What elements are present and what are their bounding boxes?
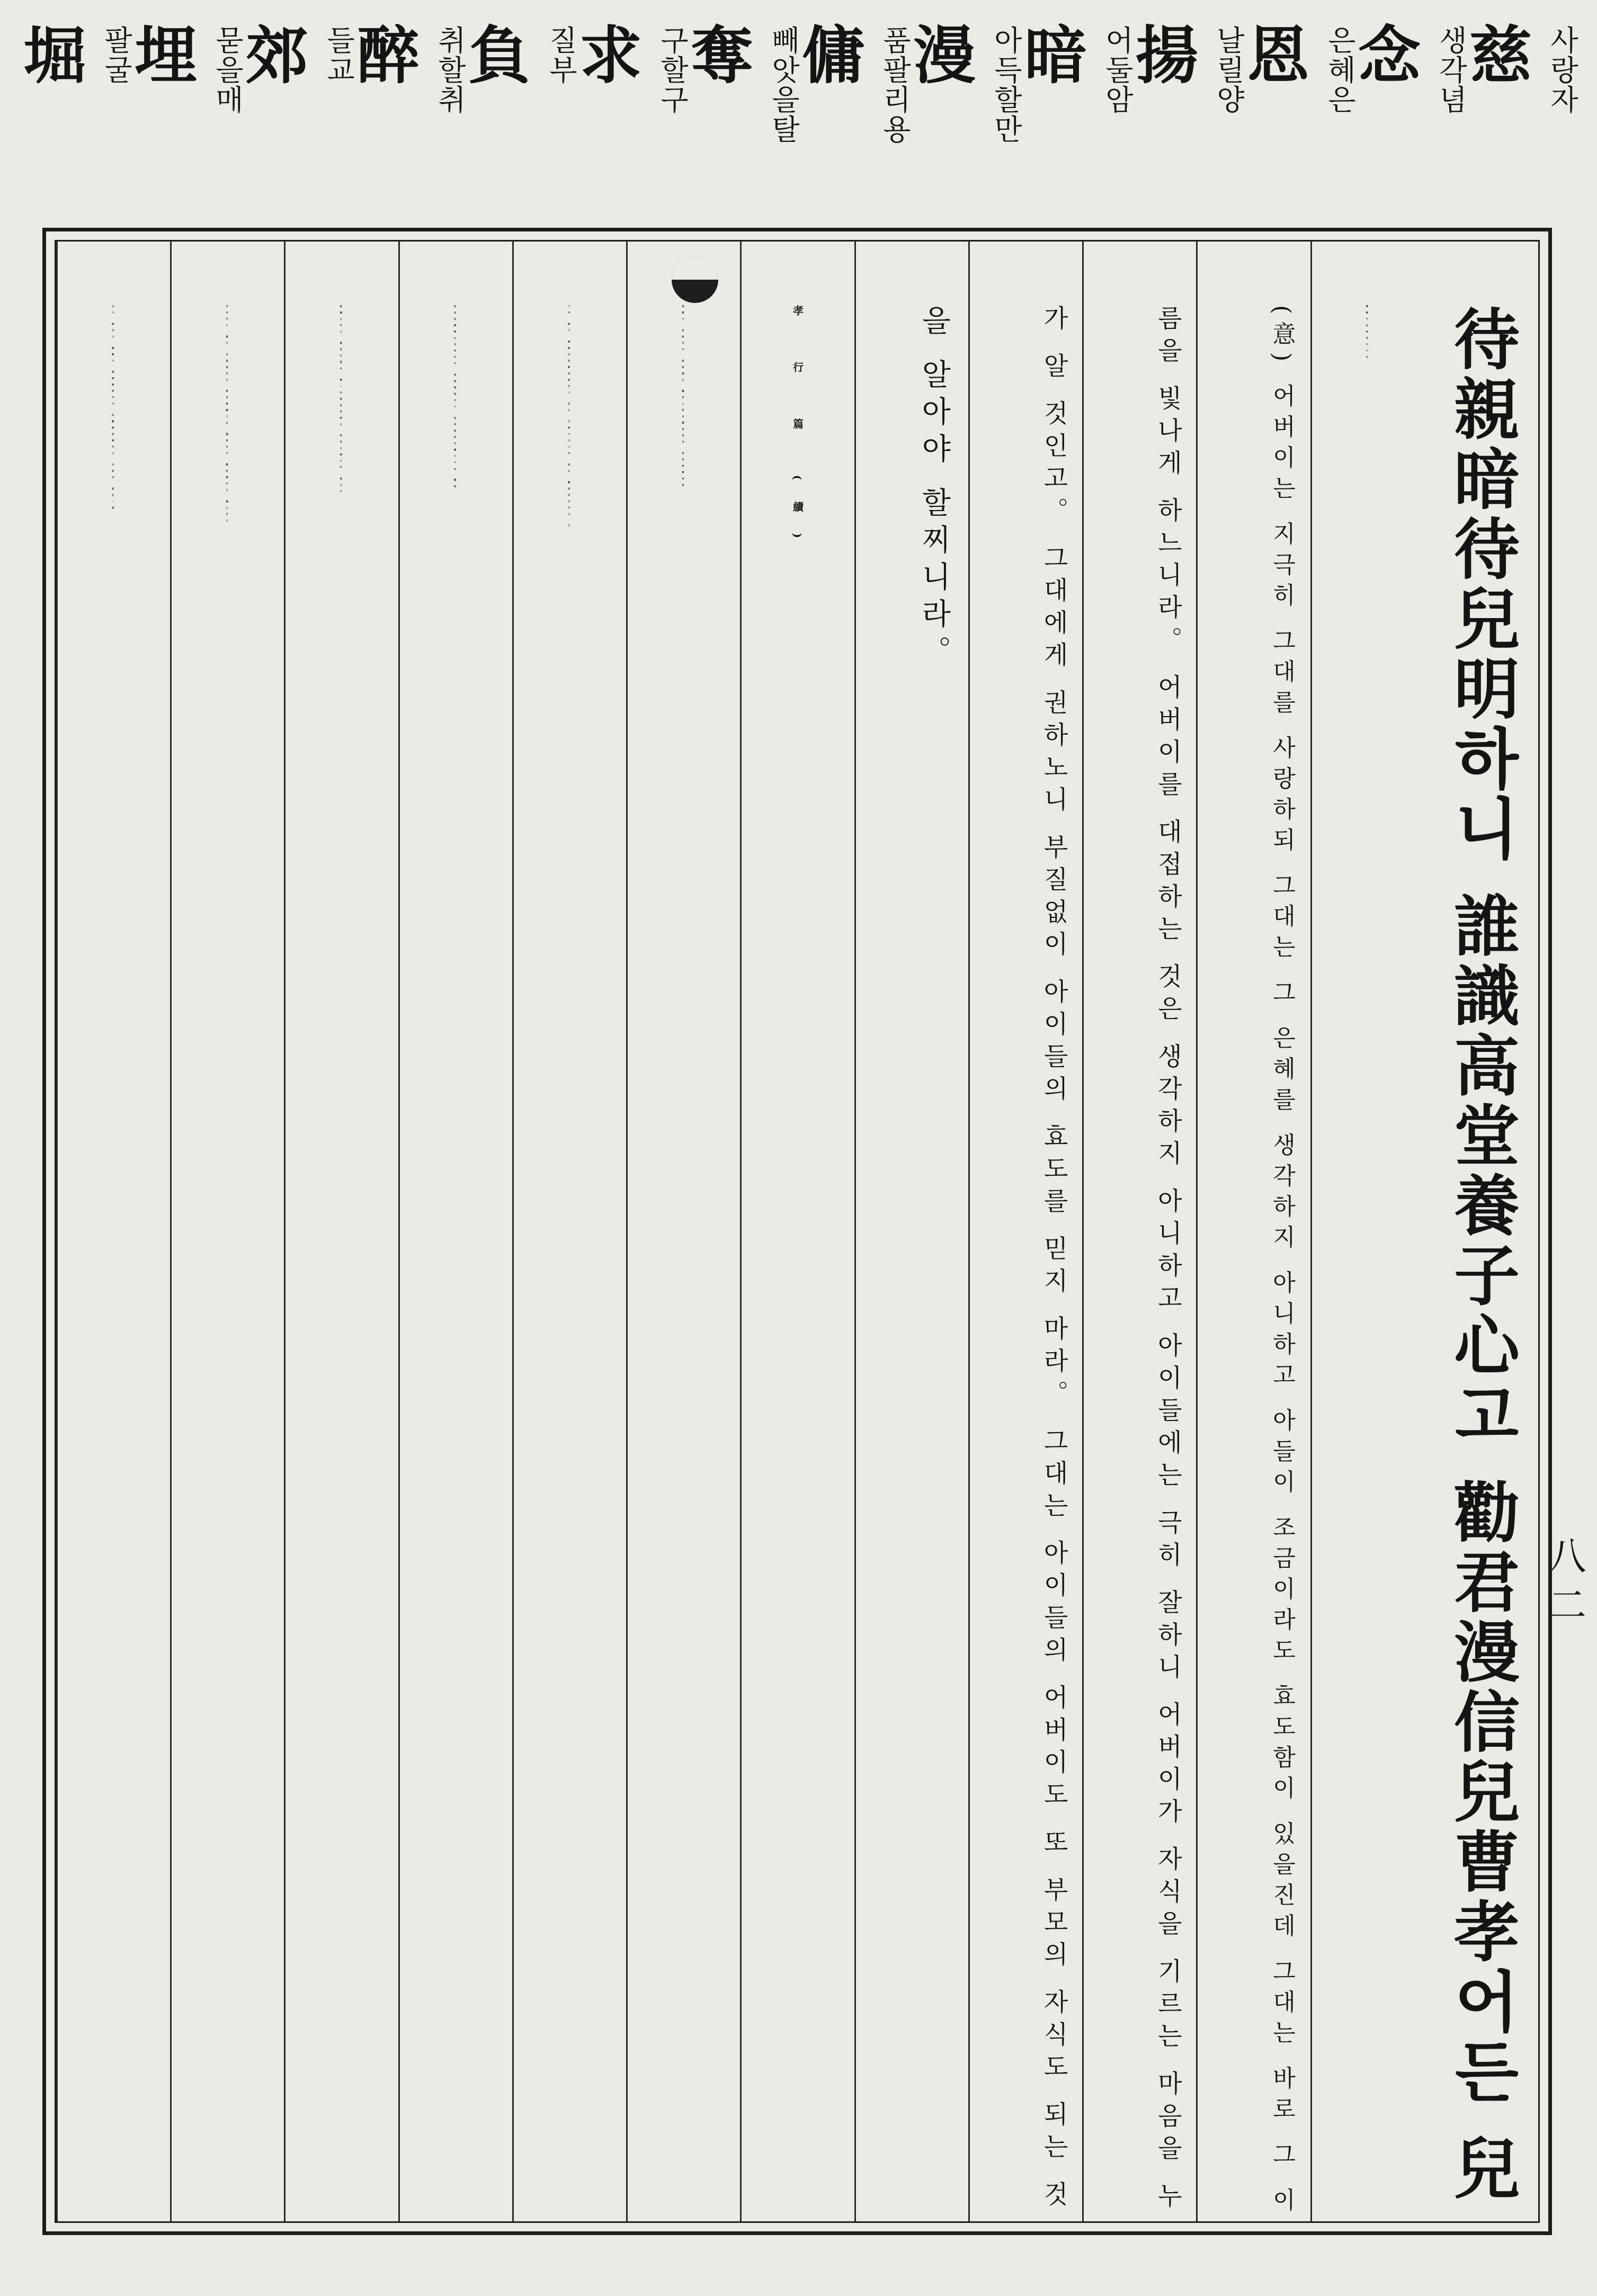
- vocab-entry: [20, 21, 132, 212]
- vocab-hanja: 求: [579, 19, 642, 92]
- vocab-gloss: 어둘암: [1101, 25, 1134, 114]
- vocab-gloss: 사랑자: [1546, 25, 1579, 114]
- text-column: 可라하니 順이 以爲然하여 將兒與鐘으로 還家하여 懸於樑하고 撞之러니: [170, 242, 284, 2221]
- vocab-gloss: 질부: [545, 25, 578, 85]
- vocab-hanja: 奪: [690, 19, 753, 92]
- text-column: 待親暗待兒明하니 誰識高堂養子心고 勸君漫信兒曹孝어든 兒: [1443, 305, 1520, 2204]
- text-column-content: 孫順이 家貧하여 與其妻로 傭作人家以養母할새 有兒每奪母食: [682, 305, 685, 490]
- vocab-entry: [243, 21, 355, 212]
- vocab-hanja: 郊: [245, 19, 308, 92]
- vocab-entry: [465, 21, 577, 212]
- vocab-entry: [799, 21, 911, 212]
- vocab-entry: [131, 21, 244, 212]
- translation-column: 을 알아야 할찌니라。: [854, 242, 968, 2221]
- text-column: 曹親子在君身이니라: [1310, 242, 1424, 2221]
- vocab-hanja: 負: [468, 19, 531, 92]
- vocab-entry: [688, 21, 800, 212]
- vocab-entry: [354, 21, 466, 212]
- vocab-entry: [576, 21, 689, 212]
- vocab-hanja: 埋: [134, 19, 197, 92]
- vocab-hanja: 醉: [356, 19, 420, 92]
- vocab-entry: [1355, 21, 1467, 212]
- vocab-gloss: 날릴양: [1212, 25, 1245, 114]
- vocab-entry: [1132, 21, 1245, 212]
- vocab-gloss: 품팔리용: [878, 25, 912, 144]
- vocab-hanja: 傭: [801, 19, 864, 92]
- vocab-gloss: 은혜은: [1323, 25, 1357, 114]
- vocab-entry: [1466, 21, 1578, 212]
- vocab-hanja: 漫: [913, 19, 976, 92]
- taegeuk-emblem-icon: [672, 256, 718, 303]
- vocab-gloss: 팔굴: [100, 25, 133, 85]
- vocab-gloss: 들교: [322, 25, 355, 85]
- page-number: 八二: [1542, 1536, 1586, 1633]
- text-column: 試撞之하니 春容可愛라 妻ㅣ曰得此奇物은 殆兒之福이라 埋之不: [284, 242, 398, 2221]
- text-column: [626, 242, 740, 2221]
- vocab-gloss: 빼앗을탈: [767, 25, 800, 144]
- vocab-entry: [910, 21, 1022, 212]
- translation-column: (意) 어버이는 지극히 그대를 사랑하되 그대는 그 은혜를 생각하지 아니하고 아들이 조금이라도 효도함이 있을진데 그대는 바로 그 이: [1196, 242, 1310, 2221]
- text-frame: [42, 228, 1552, 2235]
- vocab-hanja: 堀: [23, 19, 86, 92]
- vocab-gloss: 묻을매: [211, 25, 244, 114]
- section-heading: 孝 行 篇 (續): [740, 242, 854, 2221]
- vocab-hanja: 恩: [1246, 19, 1309, 92]
- text-column: 이라 順이 謂妻曰兒奪母食하니 兒는 可得이어니와 母는 難再求라하고 乃: [512, 242, 626, 2221]
- translation-column: 름을 빛나게 하느니라。 어버이를 대접하는 것은 생각하지 아니하고 아이들에는 극히 잘하니 어버이가 자식을 기르는 마음을 누: [1082, 242, 1196, 2221]
- text-columns: [55, 240, 1540, 2223]
- vocab-gloss: 생각념: [1434, 25, 1468, 114]
- vocab-entry: [1244, 21, 1356, 212]
- translation-column: 가 알 것인고。 그대에게 권하노니 부질없이 아이들의 효도를 믿지 마라。 그대는 아이들의 어버이도 또 부모의 자식도 되는 것: [968, 242, 1082, 2221]
- vocab-gloss: 아득할만: [989, 25, 1023, 144]
- text-column: 負兒往歸醉山北郊하여 欲埋堀地러니 忽有甚奇石鐘이어늘 驚怪: [398, 242, 512, 2221]
- vocab-gloss: 취할취: [433, 25, 467, 114]
- vocab-hanja: 慈: [1469, 19, 1532, 92]
- vocab-hanja: 念: [1358, 19, 1421, 92]
- vocab-entry: [1021, 21, 1134, 212]
- vocab-gloss: 구할구: [656, 25, 689, 114]
- text-column: 王이 聞하고 鐘聲이 淸遠異常하여 而覈聞其實하고 曰昔에 郭巨ㅣ埋: [56, 242, 170, 2221]
- vocab-hanja: 揚: [1135, 19, 1198, 92]
- vocabulary-strip: [21, 21, 1578, 212]
- vocab-hanja: 暗: [1024, 19, 1087, 92]
